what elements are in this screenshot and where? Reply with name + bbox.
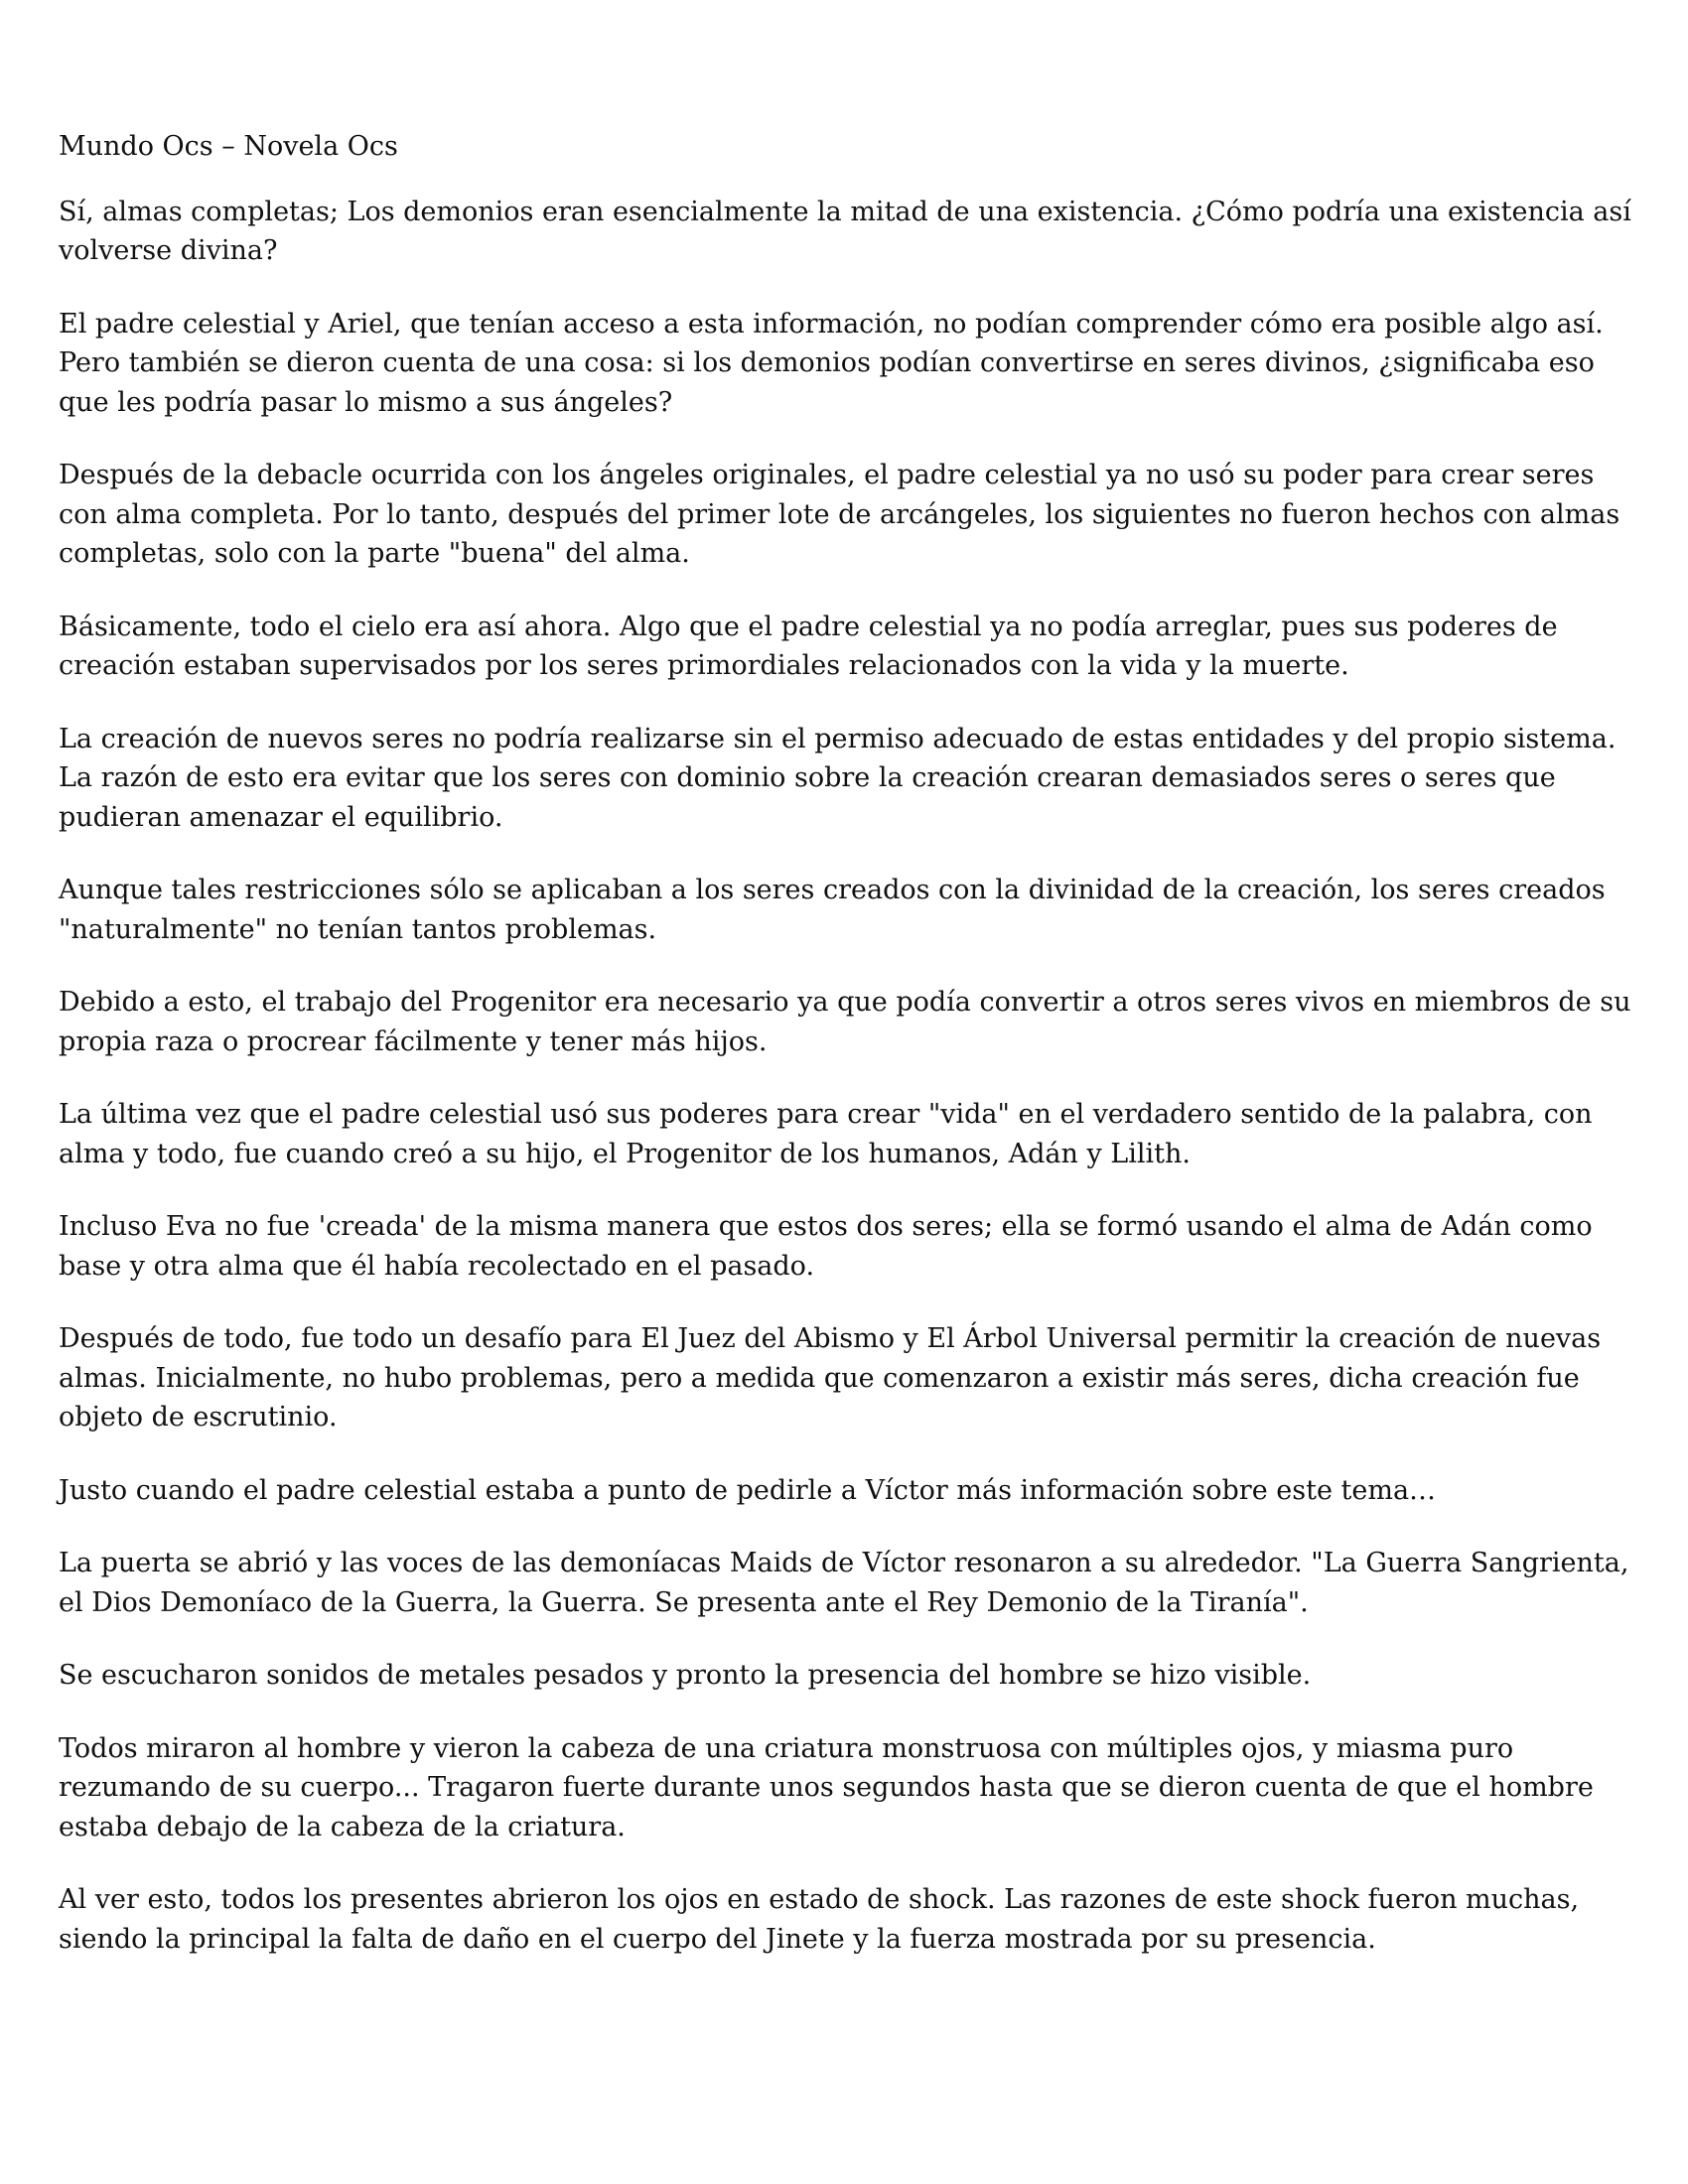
document-header: Mundo Ocs – Novela Ocs (59, 131, 398, 162)
paragraph: Todos miraron al hombre y vieron la cabeza de una criatura monstruosa con múltiples ojos, y miasma puro rezumando de su cuerpo... Tragaron fuerte durante unos segundos hasta que se dieron cuenta de que el hombre estaba debajo de la cabeza de la criatura. (59, 1732, 1594, 1843)
paragraph: Incluso Eva no fue 'creada' de la misma manera que estos dos seres; ella se formó usando el alma de Adán como base y otra alma que él había recolectado en el pasado. (59, 1211, 1593, 1282)
paragraph: Básicamente, todo el cielo era así ahora. Algo que el padre celestial ya no podía arreglar, pues sus poderes de creación estaban supervisados por los seres primordiales relacionados con la vida y la muerte. (59, 611, 1558, 681)
paragraph: La creación de nuevos seres no podría realizarse sin el permiso adecuado de estas entidades y del propio sistema. La razón de esto era evitar que los seres con dominio sobre la creación crearan demasiados seres o seres que pudieran amenazar el equilibrio. (59, 723, 1617, 833)
paragraph: Aunque tales restricciones sólo se aplicaban a los seres creados con la divinidad de la creación, los seres creados "naturalmente" no tenían tantos problemas. (59, 875, 1606, 945)
paragraph: Después de la debacle ocurrida con los ángeles originales, el padre celestial ya no usó su poder para crear seres con alma completa. Por lo tanto, después del primer lote de arcángeles, los siguientes no fueron hechos con almas completas, solo con la parte "buena" del alma. (59, 460, 1620, 569)
paragraph: Debido a esto, el trabajo del Progenitor era necesario ya que podía convertir a otros seres vivos en miembros de su propia raza o procrear fácilmente y tener más hijos. (59, 987, 1631, 1057)
paragraph: Se escucharon sonidos de metales pesados y pronto la presencia del hombre se hizo visible. (59, 1660, 1312, 1691)
paragraph: Después de todo, fue todo un desafío para El Juez del Abismo y El Árbol Universal permitir la creación de nuevas almas. Inicialmente, no hubo problemas, pero a medida que comenzaron a existir más seres, dicha creación fue objeto de escrutinio. (59, 1323, 1602, 1433)
document-page (59, 127, 1647, 1992)
paragraph: Justo cuando el padre celestial estaba a punto de pedirle a Víctor más información sobre este tema… (59, 1474, 1437, 1506)
paragraph: La puerta se abrió y las voces de las demoníacas Maids de Víctor resonaron a su alrededor. "La Guerra Sangrienta, el Dios Demoníaco de la Guerra, la Guerra. Se presenta ante el Rey Demonio de la Tiranía". (59, 1548, 1629, 1618)
paragraph: La última vez que el padre celestial usó sus poderes para crear "vida" en el verdadero sentido de la palabra, con alma y todo, fue cuando creó a su hijo, el Progenitor de los humanos, Adán y Lilith. (59, 1099, 1593, 1169)
paragraph: Sí, almas completas; Los demonios eran esencialmente la mitad de una existencia. ¿Cómo podría una existencia así volverse divina? (59, 196, 1631, 266)
paragraph: Al ver esto, todos los presentes abrieron los ojos en estado de shock. Las razones de este shock fueron muchas, siendo la principal la falta de daño en el cuerpo del Jinete y la fuerza mostrada por su presencia. (59, 1884, 1580, 1955)
paragraph: El padre celestial y Ariel, que tenían acceso a esta información, no podían comprender cómo era posible algo así. Pero también se dieron cuenta de una cosa: si los demonios podían convertirse en seres divinos, ¿significaba eso que les podría pasar lo mismo a sus ángeles? (59, 308, 1604, 418)
